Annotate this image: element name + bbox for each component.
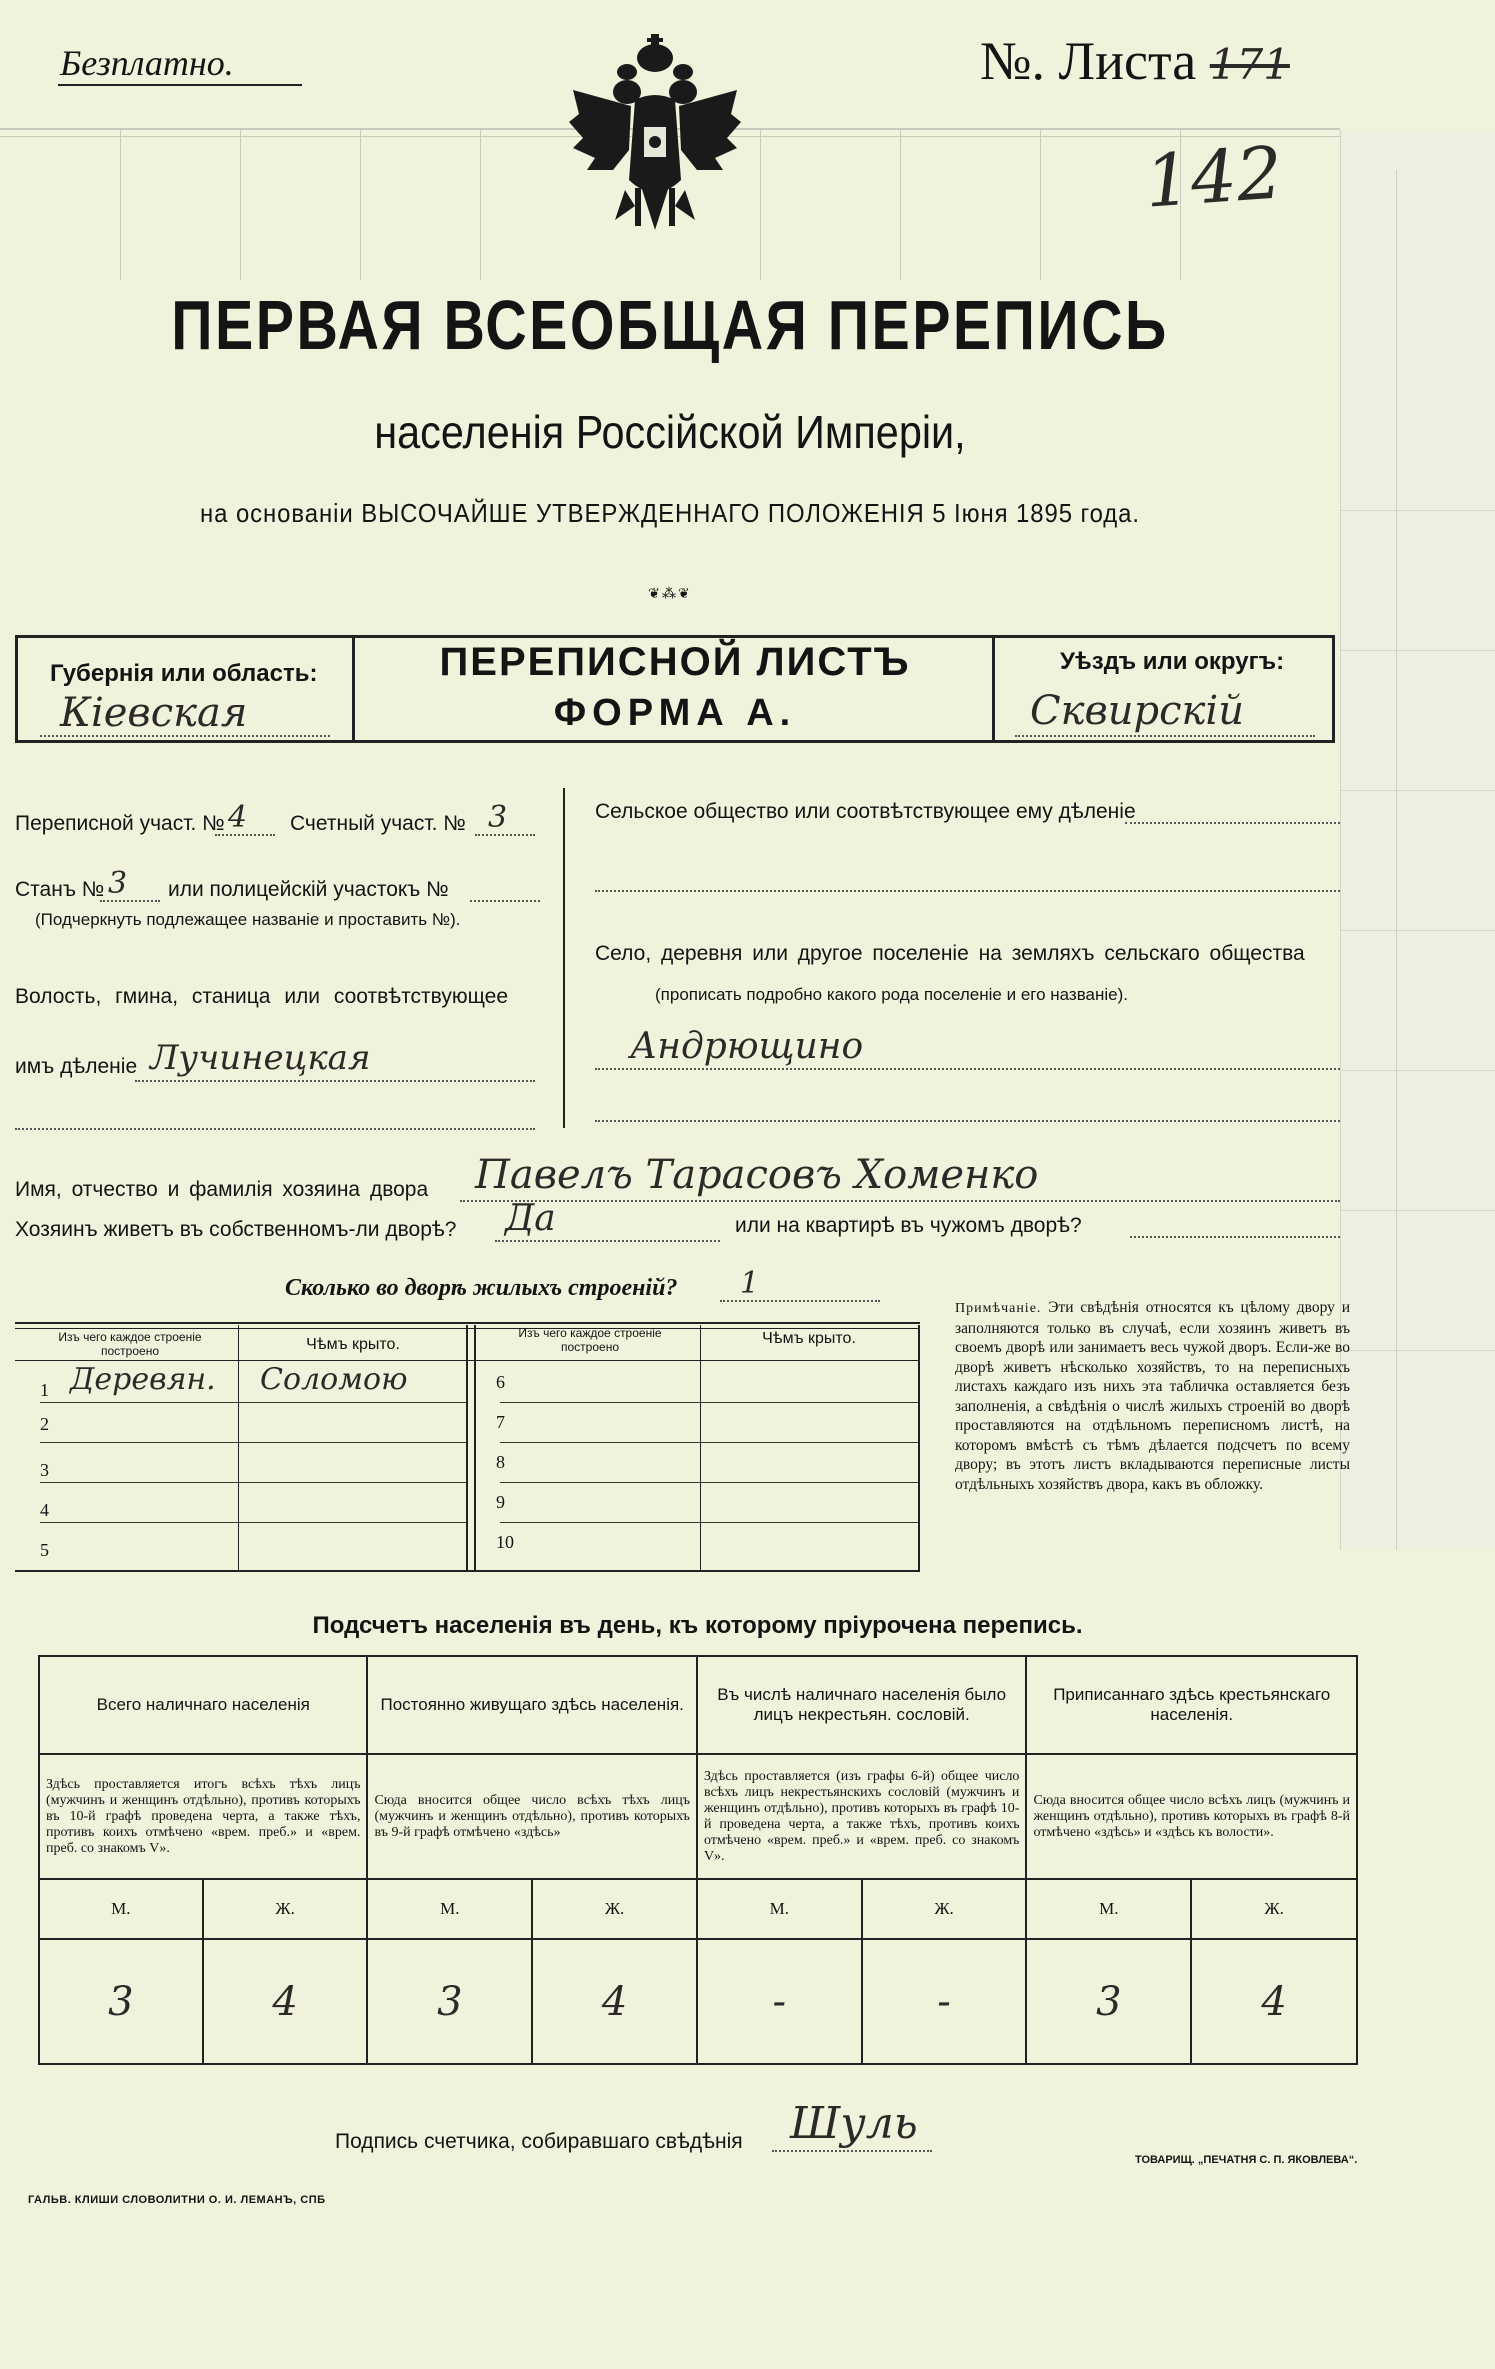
own-yard-value: Да bbox=[505, 1198, 556, 1239]
summary-registered-m: 3 bbox=[1026, 1939, 1191, 2064]
volost-label-1: Волость, гмина, станица или соотвѣтствующее bbox=[15, 985, 508, 1008]
buildings-col-roof-left: Чѣмъ крыто. bbox=[306, 1336, 400, 1353]
buildings-col-material-left: Изъ чего каждое строеніе построено bbox=[58, 1330, 202, 1358]
summary-total-f: 4 bbox=[203, 1939, 368, 2064]
buildings-row-right-10 bbox=[476, 1522, 918, 1562]
sheet-number-struck: 171 bbox=[1209, 40, 1290, 89]
volost-value: Лучинецкая bbox=[150, 1038, 371, 1078]
other-yard-label: или на квартирѣ въ чужомъ дворѣ? bbox=[735, 1214, 1082, 1237]
buildings-table-bottom bbox=[15, 1570, 920, 1572]
form-title: ПЕРЕПИСНОЙ ЛИСТЪ bbox=[439, 640, 911, 684]
count-district-value: 3 bbox=[488, 800, 508, 835]
summary-head-registered-peasant: Приписаннаго здѣсь крестьянскаго населенія. bbox=[1026, 1656, 1357, 1754]
buildings-row-left-2 bbox=[15, 1402, 466, 1442]
own-yard-label: Хозяинъ живетъ въ собственномъ-ли дворѣ? bbox=[15, 1218, 457, 1241]
stan-or-police-label: или полицейскій участокъ № bbox=[168, 878, 449, 901]
row-number: 1 bbox=[40, 1380, 49, 1400]
gubernia-label: Губернія или область: bbox=[50, 660, 318, 687]
underlying-sheet-edge bbox=[1340, 130, 1495, 1550]
buildings-table-top bbox=[15, 1322, 920, 1324]
buildings-row-left-4 bbox=[15, 1482, 466, 1522]
summary-desc-registered-peasant: Сюда вносится общее число всѣхъ лицъ (мужчинъ и женщинъ отдѣльно), противъ которыхъ въ графѣ 8-й отмѣчено «здѣсь» и «здѣсь къ волости». bbox=[1026, 1754, 1357, 1879]
free-label: Безплатно. bbox=[60, 43, 234, 83]
buildings-row-right-6 bbox=[476, 1362, 918, 1402]
row-number: 7 bbox=[496, 1412, 505, 1432]
row-number: 6 bbox=[496, 1372, 505, 1392]
summary-permanent-m: 3 bbox=[367, 1939, 532, 2064]
summary-head-total: Всего наличнаго населенія bbox=[39, 1656, 367, 1754]
signature-value: Шуль bbox=[790, 2098, 918, 2149]
buildings-row-left-1 bbox=[15, 1362, 466, 1402]
stan-label: Станъ № bbox=[15, 878, 105, 901]
summary-total-m: 3 bbox=[39, 1939, 203, 2064]
sheet-number bbox=[980, 30, 1290, 92]
buildings-col-roof-right: Чѣмъ крыто. bbox=[762, 1330, 856, 1347]
summary-desc-total: Здѣсь проставляется итогъ всѣхъ тѣхъ лицъ (мужчинъ и женщинъ отдѣльно), противъ которыхъ въ 10-й графѣ проведена черта, а также тѣхъ, противъ коихъ отмѣчено «врем. преб.» и «врем. преб. со знакомъ V». bbox=[39, 1754, 367, 1879]
village-label: Село, деревня или другое поселеніе на земляхъ сельскаго общества bbox=[595, 942, 1305, 965]
uezd-label: Уѣздъ или округъ: bbox=[1060, 648, 1285, 675]
coat-of-arms-eagle bbox=[565, 30, 745, 260]
count-district-label: Счетный участ. № bbox=[290, 812, 466, 835]
right-imprint: ТОВАРИЩ. „ПЕЧАТНЯ С. П. ЯКОВЛЕВА“. bbox=[1135, 2154, 1358, 2166]
title-sub: населенія Россійской Имперіи, bbox=[374, 406, 966, 458]
signature-label: Подпись счетчика, собиравшаго свѣдѣнія bbox=[335, 2130, 743, 2153]
summary-head-non-peasant: Въ числѣ наличнаго населенія было лицъ некрестьян. сословій. bbox=[697, 1656, 1027, 1754]
summary-m-label: М. bbox=[1026, 1879, 1191, 1939]
stan-value: 3 bbox=[108, 866, 128, 901]
title-basis: на основаніи ВЫСОЧАЙШЕ УТВЕРЖДЕННАГО ПОЛОЖЕНІЯ 5 Іюня 1895 года. bbox=[200, 498, 1140, 528]
free-underline bbox=[58, 84, 302, 86]
census-district-label: Переписной участ. № bbox=[15, 812, 225, 835]
row-number: 9 bbox=[496, 1492, 505, 1512]
uezd-value: Сквирскій bbox=[1030, 688, 1244, 734]
summary-f-label: Ж. bbox=[862, 1879, 1027, 1939]
summary-head-permanent: Постоянно живущаго здѣсь населенія. bbox=[367, 1656, 696, 1754]
summary-f-label: Ж. bbox=[203, 1879, 368, 1939]
buildings-col-material-right: Изъ чего каждое строеніе построено bbox=[518, 1326, 662, 1354]
summary-f-label: Ж. bbox=[532, 1879, 697, 1939]
summary-non-peasant-f: - bbox=[862, 1939, 1027, 2064]
form-box-top-rule bbox=[15, 635, 1335, 638]
underlying-ruling bbox=[1396, 170, 1397, 1550]
owner-name-label: Имя, отчество и фамилія хозяина двора bbox=[15, 1178, 429, 1201]
buildings-row-right-7 bbox=[476, 1402, 918, 1442]
gubernia-value: Кіевская bbox=[60, 690, 248, 736]
owner-name-value: Павелъ Тарасовъ Хоменко bbox=[475, 1152, 1039, 1198]
stan-note: (Подчеркнуть подлежащее названіе и проставить №). bbox=[35, 910, 461, 929]
summary-permanent-f: 4 bbox=[532, 1939, 697, 2064]
row-number: 3 bbox=[40, 1460, 49, 1480]
buildings-row-right-9 bbox=[476, 1482, 918, 1522]
summary-desc-non-peasant: Здѣсь проставляется (изъ графы 6-й) общее число всѣхъ лицъ некрестьянскихъ сословій (мужчинъ и женщинъ отдѣльно), противъ которыхъ въ графѣ 10-й проведена черта, а также тѣхъ, противъ коихъ отмѣчено «врем. преб.» и «врем. преб. со знакомъ V». bbox=[697, 1754, 1027, 1879]
population-summary-table bbox=[38, 1655, 1358, 2065]
summary-non-peasant-m: - bbox=[697, 1939, 862, 2064]
ornament-divider: ❦⁂❦ bbox=[648, 587, 692, 602]
summary-f-label: Ж. bbox=[1191, 1879, 1357, 1939]
form-box-bottom-rule bbox=[15, 740, 1335, 743]
form-letter: ФОРМА А. bbox=[553, 692, 797, 734]
volost-label-2: имъ дѣленіе bbox=[15, 1055, 138, 1078]
summary-m-label: М. bbox=[697, 1879, 862, 1939]
roof-value: Соломою bbox=[260, 1362, 408, 1397]
note-lead: Примѣчаніе. bbox=[955, 1301, 1042, 1316]
fields-column-divider bbox=[563, 788, 565, 1128]
summary-desc-permanent: Сюда вносится общее число всѣхъ тѣхъ лицъ (мужчинъ и женщинъ отдѣльно), противъ которыхъ въ 9-й графѣ отмѣчено «здѣсь» bbox=[367, 1754, 696, 1879]
census-district-value: 4 bbox=[228, 800, 248, 835]
buildings-row-right-8 bbox=[476, 1442, 918, 1482]
summary-m-label: М. bbox=[367, 1879, 532, 1939]
note-text: Эти свѣдѣнія относятся къ цѣлому двору и заполняются только въ случаѣ, если хозяинъ живетъ въ своемъ дворѣ или занимаетъ весь чужой дворъ. Если-же во дворѣ живетъ нѣсколько хозяйствъ, то на переписныхъ листахъ каждаго изъ нихъ эта табличка оставляется безъ заполненія, а свѣдѣнія о числѣ жилыхъ строеній во дворѣ проставляются на отдѣльномъ переписномъ листѣ, на которомъ вмѣстѣ съ тѣмъ дѣлается подсчетъ по всему двору; въ этотъ листъ вкладываются переписные листы отдѣльныхъ хозяйствъ двора, какъ въ обложку. bbox=[955, 1299, 1351, 1493]
buildings-value: 1 bbox=[740, 1266, 760, 1301]
village-note: (прописать подробно какого рода поселеніе и его названіе). bbox=[655, 985, 1129, 1004]
row-number: 4 bbox=[40, 1500, 49, 1520]
village-value: Андрющино bbox=[630, 1026, 864, 1067]
material-value: Деревян. bbox=[70, 1362, 216, 1397]
community-label: Сельское общество или соотвѣтствующее ему дѣленіе bbox=[595, 800, 1136, 823]
row-number: 8 bbox=[496, 1452, 505, 1472]
title-main: ПЕРВАЯ ВСЕОБЩАЯ ПЕРЕПИСЬ bbox=[171, 286, 1169, 364]
left-imprint: ГАЛЬВ. КЛИШИ СЛОВОЛИТНИ О. И. ЛЕМАНЪ, СПБ bbox=[28, 2194, 326, 2206]
sheet-label: №. Листа bbox=[980, 31, 1197, 91]
buildings-row-left-5 bbox=[15, 1522, 466, 1562]
buildings-note bbox=[955, 1298, 1350, 1494]
row-number: 5 bbox=[40, 1540, 49, 1560]
sheet-number-handwritten: 142 bbox=[1142, 130, 1286, 224]
row-number: 10 bbox=[496, 1532, 514, 1552]
summary-title: Подсчетъ населенія въ день, къ которому пріурочена перепись. bbox=[312, 1612, 1083, 1639]
summary-registered-f: 4 bbox=[1191, 1939, 1357, 2064]
summary-m-label: М. bbox=[39, 1879, 203, 1939]
buildings-label: Сколько во дворѣ жилыхъ строеній? bbox=[285, 1275, 678, 1301]
row-number: 2 bbox=[40, 1414, 49, 1434]
buildings-row-left-3 bbox=[15, 1442, 466, 1482]
